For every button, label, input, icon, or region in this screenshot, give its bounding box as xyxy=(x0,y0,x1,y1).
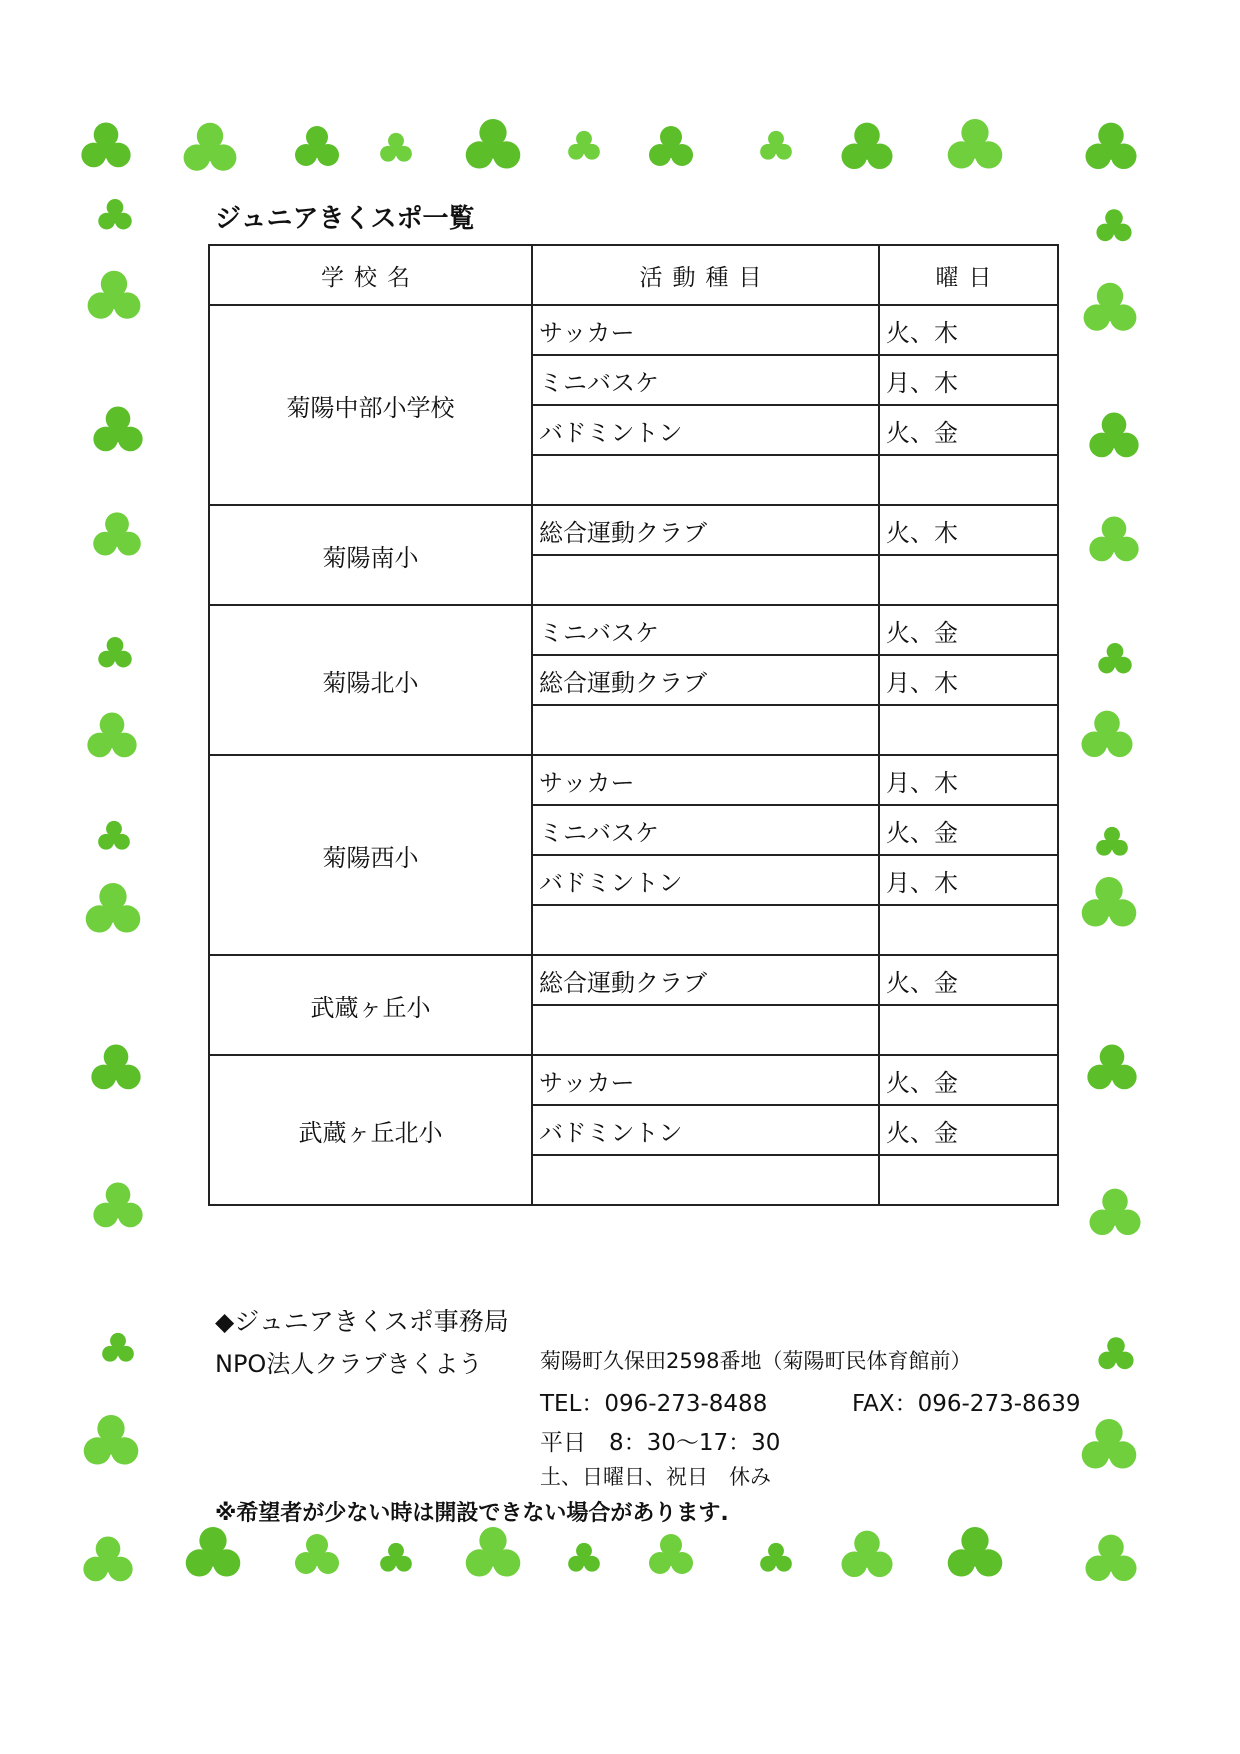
days-cell: 火、金 xyxy=(879,805,1058,855)
org-name: NPO法人クラブきくよう xyxy=(215,1350,483,1378)
activity-cell: 総合運動クラブ xyxy=(532,955,879,1005)
activity-cell: 総合運動クラブ xyxy=(532,505,879,555)
clover-icon xyxy=(378,130,414,166)
clover-icon xyxy=(646,122,696,172)
table-row xyxy=(209,1055,1058,1105)
clover-icon xyxy=(292,122,342,172)
page-title: ジュニアきくスポ一覧 xyxy=(215,204,475,234)
table-row xyxy=(209,755,1058,805)
days-cell: 火、金 xyxy=(879,1055,1058,1105)
clover-icon xyxy=(80,1410,142,1472)
clover-icon xyxy=(90,402,146,458)
clover-icon xyxy=(838,118,896,176)
office-tel: TEL：096-273-8488 xyxy=(540,1391,768,1417)
days-cell: 月、木 xyxy=(879,855,1058,905)
days-cell xyxy=(879,905,1058,955)
clover-icon xyxy=(84,708,140,764)
clover-icon xyxy=(1094,824,1130,860)
header-activity: 活動種目 xyxy=(532,245,879,305)
clover-icon xyxy=(1086,1184,1144,1242)
header-school: 学校名 xyxy=(209,245,532,305)
days-cell xyxy=(879,1005,1058,1055)
activity-cell xyxy=(532,1155,879,1205)
days-cell: 火、木 xyxy=(879,305,1058,355)
clover-icon xyxy=(1084,1040,1140,1096)
clover-icon xyxy=(100,1330,136,1366)
office-hours: 平日 8：30～17：30 xyxy=(540,1430,781,1456)
clover-icon xyxy=(90,508,144,562)
clover-icon xyxy=(1078,706,1136,764)
schedule-table xyxy=(208,244,1059,1206)
days-cell xyxy=(879,705,1058,755)
days-cell: 月、木 xyxy=(879,355,1058,405)
days-cell: 月、木 xyxy=(879,755,1058,805)
clover-icon xyxy=(1080,278,1140,338)
school-name-cell: 菊陽南小 xyxy=(209,505,532,605)
clover-icon xyxy=(566,1540,602,1576)
days-cell xyxy=(879,1155,1058,1205)
clover-icon xyxy=(758,1540,794,1576)
activity-cell xyxy=(532,1005,879,1055)
clover-icon xyxy=(1078,1414,1140,1476)
clover-icon xyxy=(90,1178,146,1234)
clover-icon xyxy=(88,1040,144,1096)
clover-icon xyxy=(566,128,602,164)
activity-cell: バドミントン xyxy=(532,855,879,905)
clover-icon xyxy=(944,1522,1006,1584)
activity-cell: サッカー xyxy=(532,755,879,805)
clover-icon xyxy=(378,1540,414,1576)
clover-icon xyxy=(646,1530,696,1580)
days-cell: 火、金 xyxy=(879,605,1058,655)
header-days: 曜日 xyxy=(879,245,1058,305)
clover-icon xyxy=(1086,512,1142,568)
school-name-cell: 菊陽北小 xyxy=(209,605,532,755)
days-cell xyxy=(879,455,1058,505)
clover-icon xyxy=(462,1522,524,1584)
clover-icon xyxy=(96,818,132,854)
table-row xyxy=(209,605,1058,655)
activity-cell: 総合運動クラブ xyxy=(532,655,879,705)
clover-icon xyxy=(82,878,144,940)
table-row xyxy=(209,505,1058,555)
clover-icon xyxy=(838,1526,896,1584)
clover-icon xyxy=(78,118,134,174)
activity-cell xyxy=(532,555,879,605)
days-cell: 火、木 xyxy=(879,505,1058,555)
clover-icon xyxy=(1086,408,1142,464)
clover-icon xyxy=(758,128,794,164)
clover-icon xyxy=(180,118,240,178)
clover-icon xyxy=(944,114,1006,176)
clover-icon xyxy=(96,634,134,672)
activity-cell: ミニバスケ xyxy=(532,355,879,405)
activity-cell xyxy=(532,705,879,755)
days-cell: 火、金 xyxy=(879,1105,1058,1155)
table-header-row xyxy=(209,245,1058,305)
office-fax: FAX：096-273-8639 xyxy=(852,1391,1081,1417)
clover-icon xyxy=(84,266,144,326)
clover-icon xyxy=(1078,872,1140,934)
activity-cell: ミニバスケ xyxy=(532,605,879,655)
clover-icon xyxy=(292,1530,342,1580)
clover-icon xyxy=(462,114,524,176)
activity-cell xyxy=(532,455,879,505)
clover-icon xyxy=(1096,640,1134,678)
clover-icon xyxy=(80,1532,136,1588)
office-title: ◆ジュニアきくスポ事務局 xyxy=(215,1307,509,1336)
days-cell: 火、金 xyxy=(879,955,1058,1005)
activity-cell: バドミントン xyxy=(532,405,879,455)
days-cell: 火、金 xyxy=(879,405,1058,455)
clover-icon xyxy=(182,1522,244,1584)
school-name-cell: 菊陽中部小学校 xyxy=(209,305,532,505)
table-row xyxy=(209,305,1058,355)
activity-cell xyxy=(532,905,879,955)
clover-icon xyxy=(1094,206,1134,246)
activity-cell: サッカー xyxy=(532,1055,879,1105)
office-closed-days: 土、日曜日、祝日 休み xyxy=(540,1465,771,1489)
clover-icon xyxy=(1082,1530,1140,1588)
activity-cell: バドミントン xyxy=(532,1105,879,1155)
days-cell: 月、木 xyxy=(879,655,1058,705)
office-address: 菊陽町久保田2598番地（菊陽町民体育館前） xyxy=(540,1349,972,1373)
clover-icon xyxy=(1082,118,1140,176)
school-name-cell: 武蔵ヶ丘小 xyxy=(209,955,532,1055)
clover-icon xyxy=(96,196,134,234)
activity-cell: サッカー xyxy=(532,305,879,355)
table-row xyxy=(209,955,1058,1005)
notice-text: ※希望者が少ない時は開設できない場合があります. xyxy=(215,1501,729,1526)
activity-cell: ミニバスケ xyxy=(532,805,879,855)
days-cell xyxy=(879,555,1058,605)
school-name-cell: 武蔵ヶ丘北小 xyxy=(209,1055,532,1205)
school-name-cell: 菊陽西小 xyxy=(209,755,532,955)
clover-icon xyxy=(1096,1334,1136,1374)
